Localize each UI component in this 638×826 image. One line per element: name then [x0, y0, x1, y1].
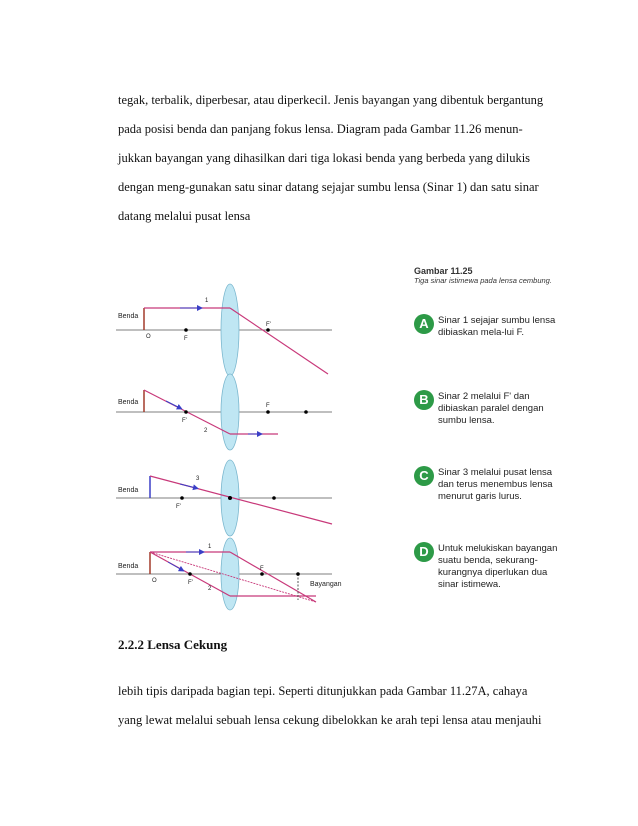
- body-text-line: pada posisi benda dan panjang fokus lensa. Diagram pada Gambar 11.26 menun-: [118, 122, 523, 136]
- label-fprime: F': [266, 322, 271, 328]
- body-text-line: dengan meng-gunakan satu sinar datang sejajar sumbu lensa (Sinar 1) dan satu sinar: [118, 180, 539, 194]
- note-text: Sinar 3 melalui pusat lensa dan terus menembus lensa menurut garis lurus.: [438, 467, 553, 502]
- body-text-line: yang lewat melalui sebuah lensa cekung dibelokkan ke arah tepi lensa atau menjauhi: [118, 713, 542, 727]
- badge-c: C: [414, 466, 434, 486]
- label-fprime: F': [176, 504, 181, 510]
- diagram-b: [116, 374, 332, 450]
- label-o: O: [152, 578, 157, 584]
- caption-subtitle: Tiga sinar istimewa pada lensa cembung.: [414, 276, 552, 285]
- label-f: F: [260, 566, 264, 572]
- note-text: Sinar 1 sejajar sumbu lensa dibiaskan mela-lui F.: [438, 315, 556, 338]
- note-text: Untuk melukiskan bayangan suatu benda, sekurang-kurangnya diperlukan dua sinar istimewa.: [438, 543, 558, 590]
- note-a: [414, 314, 564, 370]
- label-ray-2: 2: [204, 428, 208, 434]
- body-text-line: lebih tipis daripada bagian tepi. Seperti ditunjukkan pada Gambar 11.27A, cahaya: [118, 684, 528, 698]
- lens-ray-diagram: [110, 262, 350, 617]
- label-benda: Benda: [118, 313, 139, 320]
- label-bayangan: Bayangan: [310, 581, 342, 588]
- label-ray-1: 1: [205, 298, 209, 304]
- figure-caption: [414, 266, 564, 285]
- label-ray-1: 1: [208, 544, 212, 550]
- label-benda: Benda: [118, 487, 139, 494]
- label-ray-2: 2: [208, 586, 212, 592]
- label-benda: Benda: [118, 563, 139, 570]
- label-o: O: [146, 334, 151, 340]
- label-f: F: [266, 403, 270, 409]
- body-text-line: tegak, terbalik, diperbesar, atau diperkecil. Jenis bayangan yang dibentuk bergantung: [118, 93, 544, 107]
- label-fprime: F': [188, 580, 193, 586]
- label-ray-3: 3: [196, 476, 200, 482]
- note-c: [414, 466, 564, 526]
- body-text-line: datang melalui pusat lensa: [118, 209, 251, 223]
- label-fprime: F': [182, 418, 187, 424]
- diagram-a: [116, 284, 332, 376]
- note-text: Sinar 2 melalui F' dan dibiaskan paralel dengan sumbu lensa.: [438, 391, 544, 426]
- body-text-line: jukkan bayangan yang dihasilkan dari tiga lokasi benda yang berbeda yang dilukis: [118, 151, 531, 165]
- badge-a: A: [414, 314, 434, 334]
- convex-lens: [221, 284, 239, 376]
- badge-b: B: [414, 390, 434, 410]
- diagram-d: [116, 538, 342, 610]
- label-benda: Benda: [118, 399, 139, 406]
- label-f: F: [184, 336, 188, 342]
- diagram-c: [116, 460, 332, 536]
- badge-d: D: [414, 542, 434, 562]
- caption-title: Gambar 11.25: [414, 266, 473, 276]
- section-heading: 2.2.2 Lensa Cekung: [118, 637, 228, 652]
- note-b: [414, 390, 564, 446]
- note-d: [414, 542, 564, 606]
